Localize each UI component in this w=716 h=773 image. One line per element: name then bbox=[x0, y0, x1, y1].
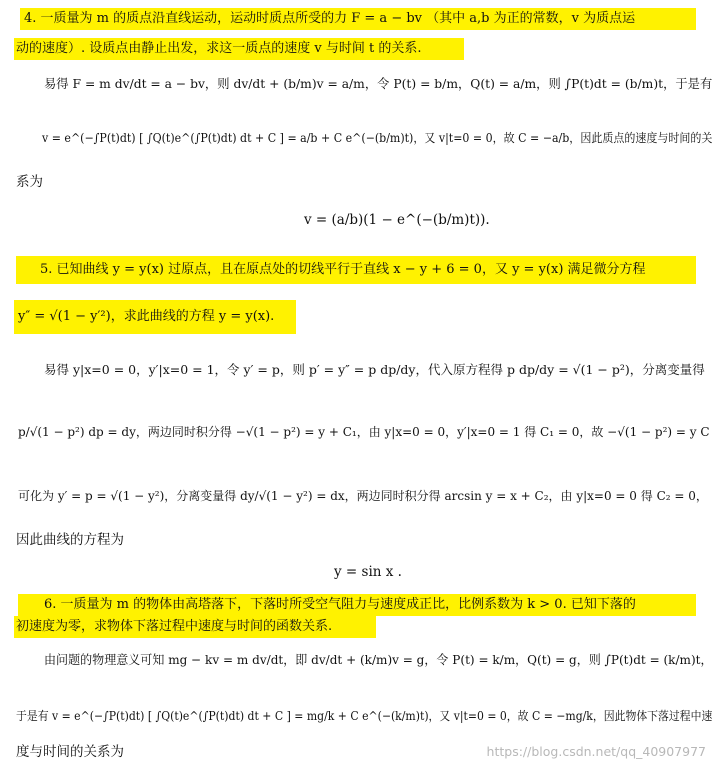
p5-derivation-line-1: 易得 y|x=0 = 0，y′|x=0 = 1，令 y′ = p，则 p′ = y″ = p dp/dy，代入原方程得 p dp/dy = √(1 − p²)，分离变量得 bbox=[44, 362, 705, 377]
watermark-text: https://blog.csdn.net/qq_40907977 bbox=[486, 744, 706, 759]
p4-derivation-line-2: v = e^(−∫P(t)dt) [ ∫Q(t)e^(∫P(t)dt) dt + C ] = a/b + C e^(−(b/m)t)，又 v|t=0 = 0，故 C = −a/b，因此质点的速度与时间的关 bbox=[42, 131, 713, 145]
p6-derivation-line-2: 于是有 v = e^(−∫P(t)dt) [ ∫Q(t)e^(∫P(t)dt) dt + C ] = mg/k + C e^(−(k/m)t)，又 v|t=0 = 0，故 C = −mg/k，因此物体下落过程中速 bbox=[16, 709, 713, 723]
p5-derivation-line-4: 因此曲线的方程为 bbox=[16, 532, 124, 548]
p6-derivation-line-3: 度与时间的关系为 bbox=[16, 744, 124, 760]
p4-derivation-line-3: 系为 bbox=[16, 174, 43, 190]
p5-title-line-2: y″ = √(1 − y′²)，求此曲线的方程 y = y(x). bbox=[18, 309, 275, 324]
p6-title-line-2: 初速度为零，求物体下落过程中速度与时间的函数关系. bbox=[16, 619, 333, 634]
p5-derivation-line-3: 可化为 y′ = p = √(1 − y²)，分离变量得 dy/√(1 − y²) = dx，两边同时积分得 arcsin y = x + C₂，由 y|x=0 = 0 得 C₂ = 0， bbox=[18, 489, 708, 503]
p6-title-line-1: 6. 一质量为 m 的物体由高塔落下，下落时所受空气阻力与速度成正比，比例系数为 k > 0. 已知下落的 bbox=[44, 597, 636, 612]
p4-title-line-2: 动的速度）. 设质点由静止出发，求这一质点的速度 v 与时间 t 的关系. bbox=[16, 41, 422, 56]
p6-derivation-line-1: 由问题的物理意义可知 mg − kv = m dv/dt，即 dv/dt + (k/m)v = g，令 P(t) = k/m，Q(t) = g，则 ∫P(t)dt = (k/m)t， bbox=[44, 652, 713, 667]
p4-derivation-line-1: 易得 F = m dv/dt = a − bv，则 dv/dt + (b/m)v = a/m，令 P(t) = b/m，Q(t) = a/m，则 ∫P(t)dt = (b/m)t，于是有 bbox=[44, 76, 713, 91]
p5-result: y = sin x . bbox=[334, 564, 402, 580]
p5-title-line-1: 5. 已知曲线 y = y(x) 过原点，且在原点处的切线平行于直线 x − y + 6 = 0，又 y = y(x) 满足微分方程 bbox=[40, 262, 646, 277]
p5-derivation-line-2: p/√(1 − p²) dp = dy，两边同时积分得 −√(1 − p²) = y + C₁，由 y|x=0 = 0，y′|x=0 = 1 得 C₁ = 0，故 −√(1 − p²) = y C bbox=[18, 425, 710, 439]
p4-title-line-1: 4. 一质量为 m 的质点沿直线运动，运动时质点所受的力 F = a − bv （其中 a,b 为正的常数，v 为质点运 bbox=[24, 11, 636, 26]
p4-result: v = (a/b)(1 − e^(−(b/m)t)). bbox=[304, 212, 490, 228]
